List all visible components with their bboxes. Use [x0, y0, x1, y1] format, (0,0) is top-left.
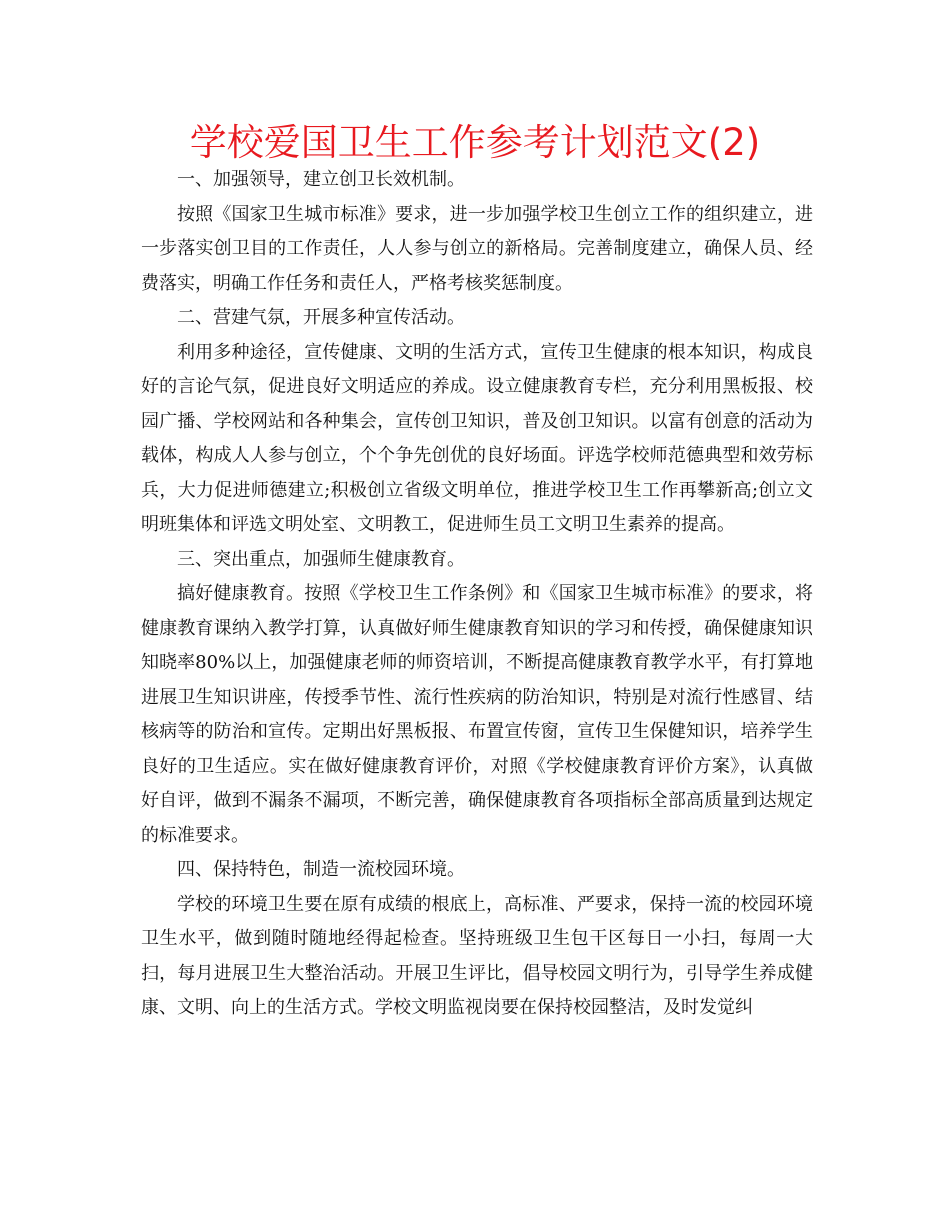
section-heading-2: 二、营建气氛，开展多种宣传活动。: [177, 307, 465, 328]
section-heading-4: 四、保持特色，制造一流校园环境。: [177, 859, 465, 880]
document-body: [141, 163, 813, 1026]
section-heading-1: 一、加强领导，建立创卫长效机制。: [177, 169, 465, 190]
section-heading-3: 三、突出重点，加强师生健康教育。: [177, 548, 465, 570]
paragraph-4: 学校的环境卫生要在原有成绩的根底上，高标准、严要求，保持一流的校园环境卫生水平，做到随时随地经得起检查。坚持班级卫生包干区每日一小扫，每周一大扫，每月进展卫生大整治活动。开展卫生评比，倡导校园文明行为，引导学生养成健康、文明、向上的生活方式。学校文明监视岗要在保持校园整洁，及时发觉纠: [141, 893, 813, 1018]
paragraph-1: 按照《国家卫生城市标准》要求，进一步加强学校卫生创立工作的组织建立，进一步落实创卫目的工作责任，人人参与创立的新格局。完善制度建立，确保人员、经费落实，明确工作任务和责任人，严格考核奖惩制度。: [141, 203, 813, 294]
document-title: 学校爱国卫生工作参考计划范文(2): [189, 121, 761, 164]
paragraph-3: 搞好健康教育。按照《学校卫生工作条例》和《国家卫生城市标准》的要求，将健康教育课纳入教学打算，认真做好师生健康教育知识的学习和传授，确保健康知识知晓率80%以上，加强健康老师的师资培训，不断提高健康教育教学水平，有打算地进展卫生知识讲座，传授季节性、流行性疾病的防治知识，特别是对流行性感冒、结核病等的防治和宣传。定期出好黑板报、布置宣传窗，宣传卫生保健知识，培养学生良好的卫生适应。实在做好健康教育评价，对照《学校健康教育评价方案》，认真做好自评，做到不漏条不漏项，不断完善，确保健康教育各项指标全部高质量到达规定的标准要求。: [141, 583, 813, 846]
paragraph-2: 利用多种途径，宣传健康、文明的生活方式，宣传卫生健康的根本知识，构成良好的言论气氛，促进良好文明适应的养成。设立健康教育专栏，充分利用黑板报、校园广播、学校网站和各种集会，宣传创卫知识，普及创卫知识。以富有创意的活动为载体，构成人人参与创立，个个争先创优的良好场面。评选学校师范德典型和效劳标兵，大力促进师德建立;积极创立省级文明单位，推进学校卫生工作再攀新高;创立文明班集体和评选文明处室、文明教工，促进师生员工文明卫生素养的提高。: [141, 341, 813, 535]
